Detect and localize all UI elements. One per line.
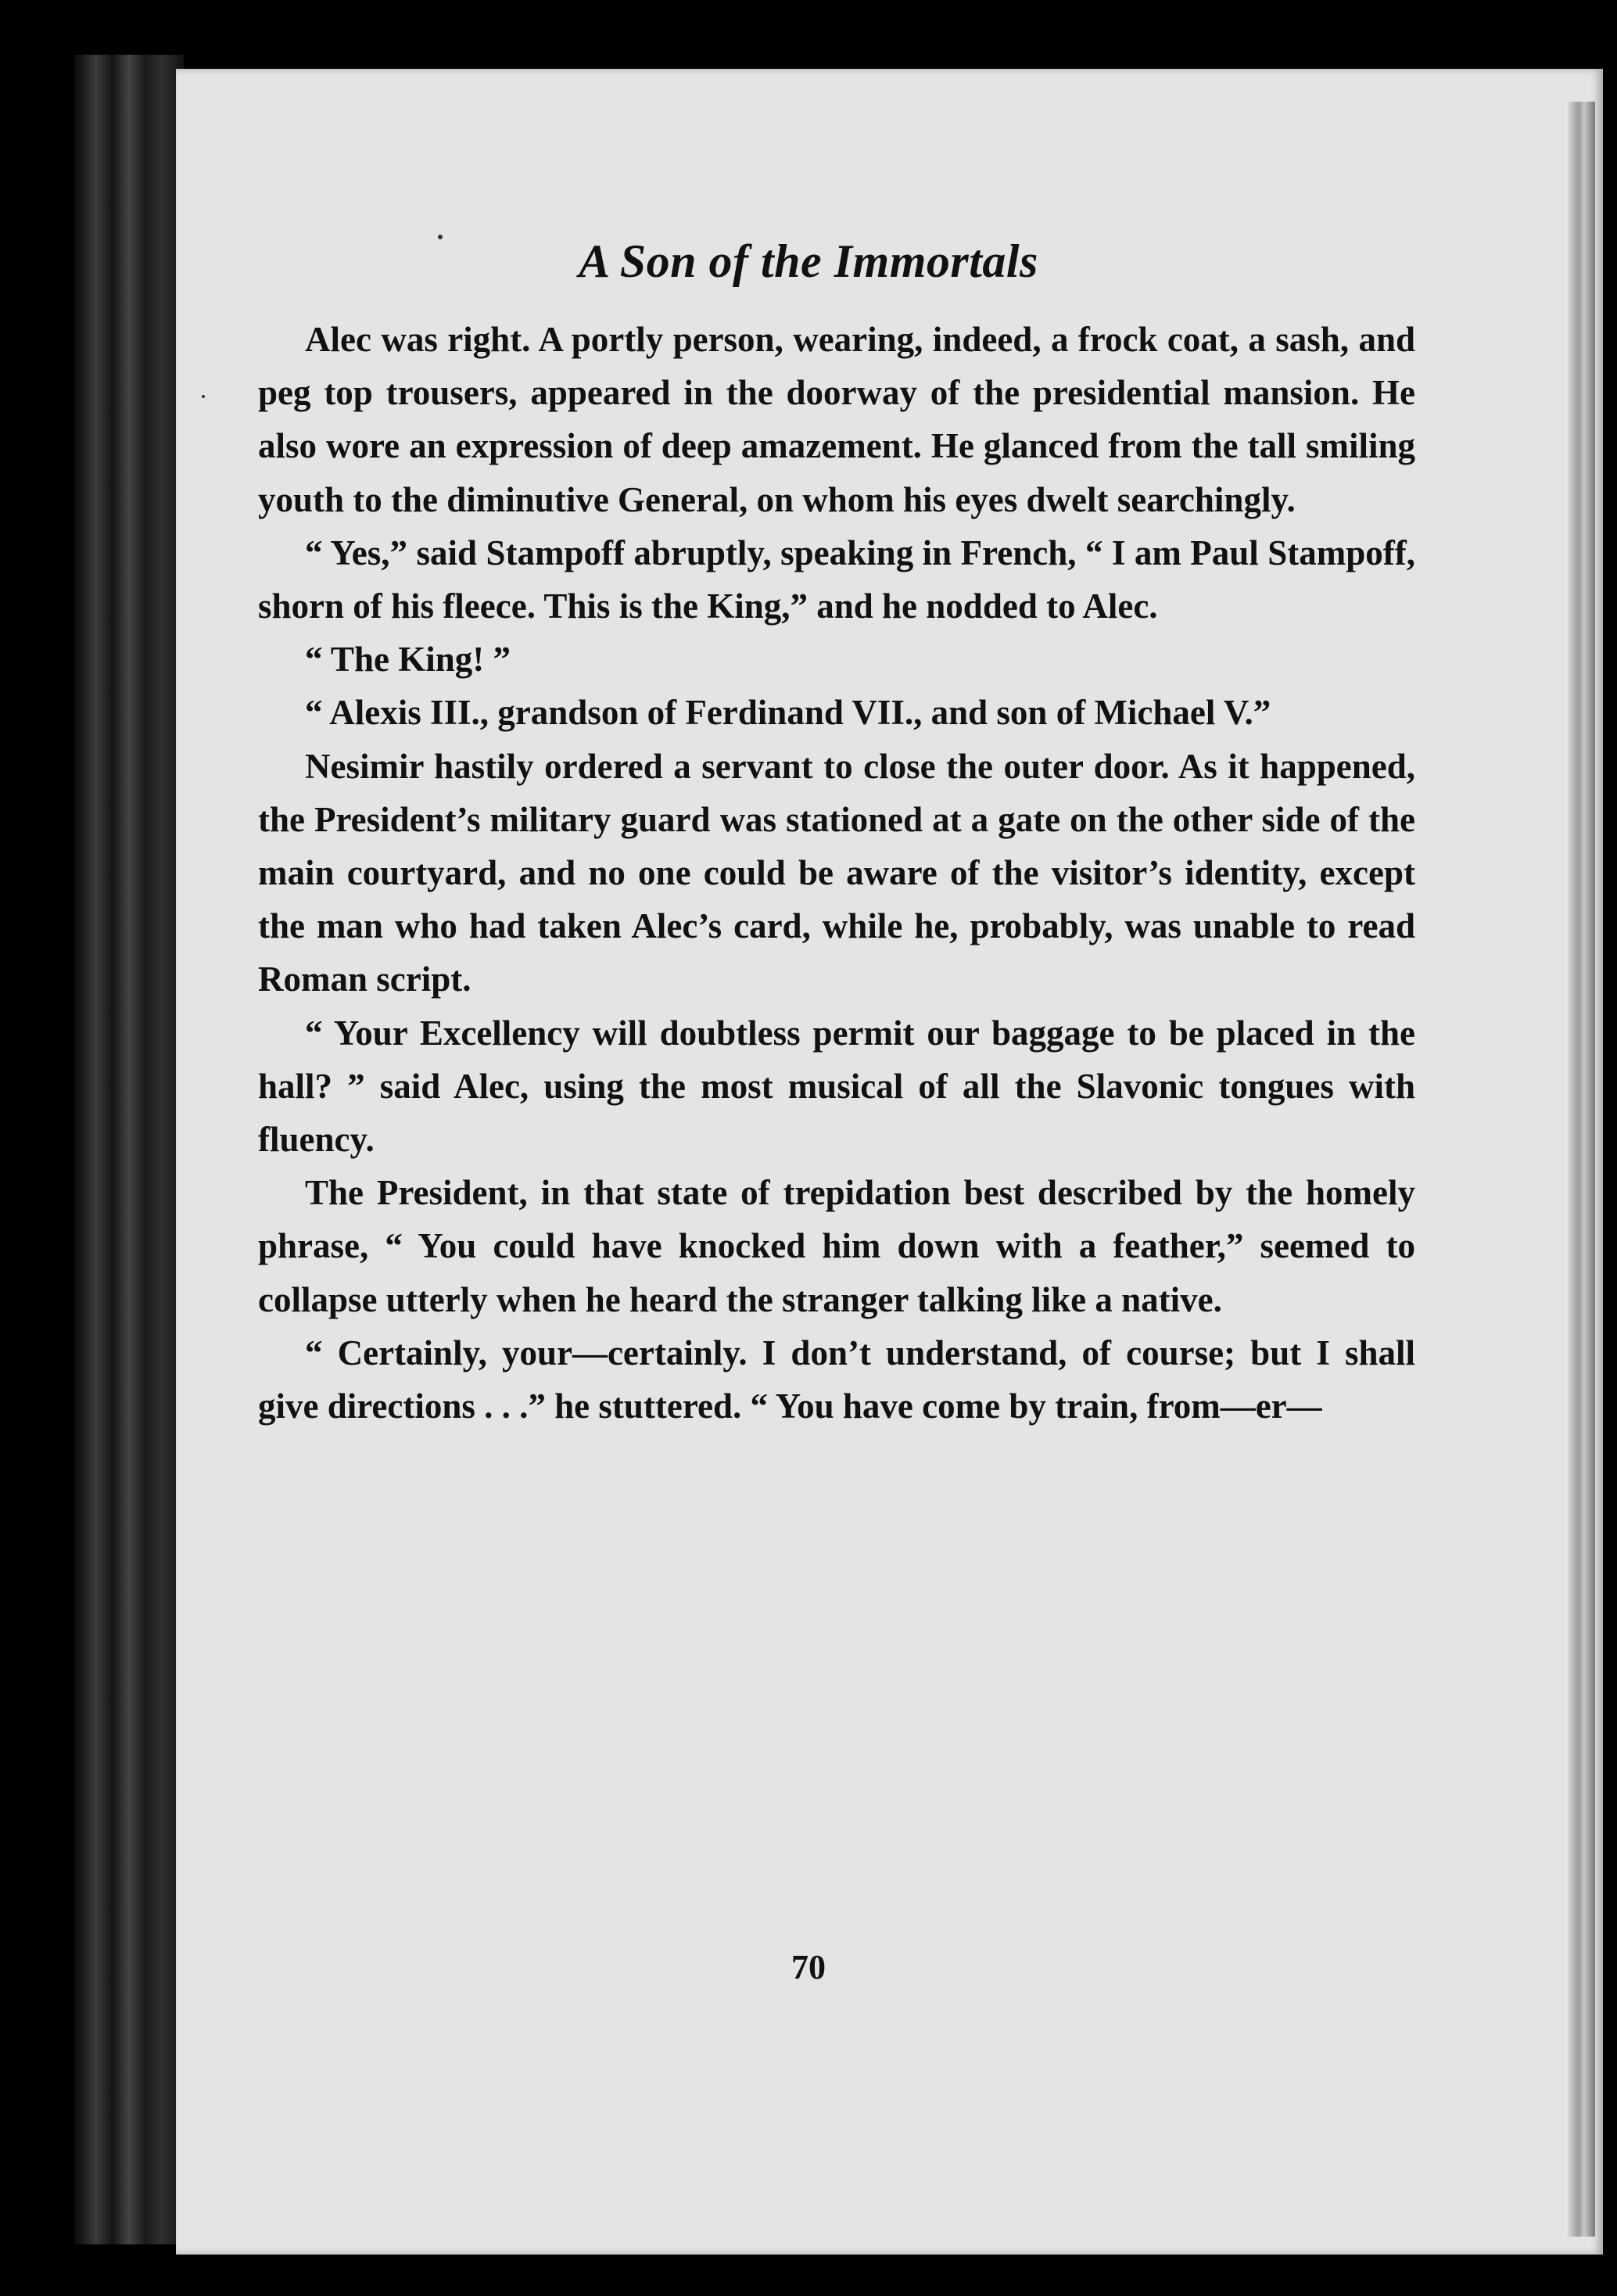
paragraph: Nesimir hastily ordered a servant to close the outer door. As it happened, the President’s military guard was stationed at a gate on the other side of the main courtyard, and no one could be aware of the visitor’s identity, except the man who had taken Alec’s card, while he, probably, was unable to read Roman script. bbox=[258, 746, 1415, 999]
paragraph: The President, in that state of trepidation best described by the homely phrase, “ You could have knocked him down with a feather,” seemed to collapse utterly when he heard the stranger talking like a native. bbox=[258, 1173, 1415, 1319]
running-head: A Son of the Immortals bbox=[579, 235, 1038, 287]
paragraph: “ Yes,” said Stampoff abruptly, speaking in French, “ I am Paul Stampoff, shorn of his fleece. This is the King,” and he nodded to Alec. bbox=[258, 533, 1415, 626]
paragraph: Alec was right. A portly person, wearing, indeed, a frock coat, a sash, and peg top trousers, appeared in the doorway of the presidential mansion. He also wore an expression of deep amazement. He glanced from the tall smiling youth to the diminutive General, on whom his eyes dwelt searchingly. bbox=[258, 320, 1415, 519]
print-speck bbox=[202, 395, 205, 398]
paragraph: “ Alexis III., grandson of Ferdinand VII., and son of Michael V.” bbox=[305, 693, 1271, 733]
body-text bbox=[258, 313, 1415, 1433]
page-number: 70 bbox=[791, 1948, 826, 1986]
page-edge bbox=[1568, 102, 1595, 2237]
paragraph: “ Your Excellency will doubtless permit our baggage to be placed in the hall? ” said Alec, using the most musical of all the Slavonic tongues with fluency. bbox=[258, 1013, 1415, 1160]
book-binding bbox=[74, 55, 184, 2244]
paragraph: “ Certainly, your—certainly. I don’t understand, of course; but I shall give directions . . .” he stuttered. “ You have come by train, from—er— bbox=[258, 1333, 1415, 1426]
paragraph: “ The King! ” bbox=[305, 640, 511, 680]
